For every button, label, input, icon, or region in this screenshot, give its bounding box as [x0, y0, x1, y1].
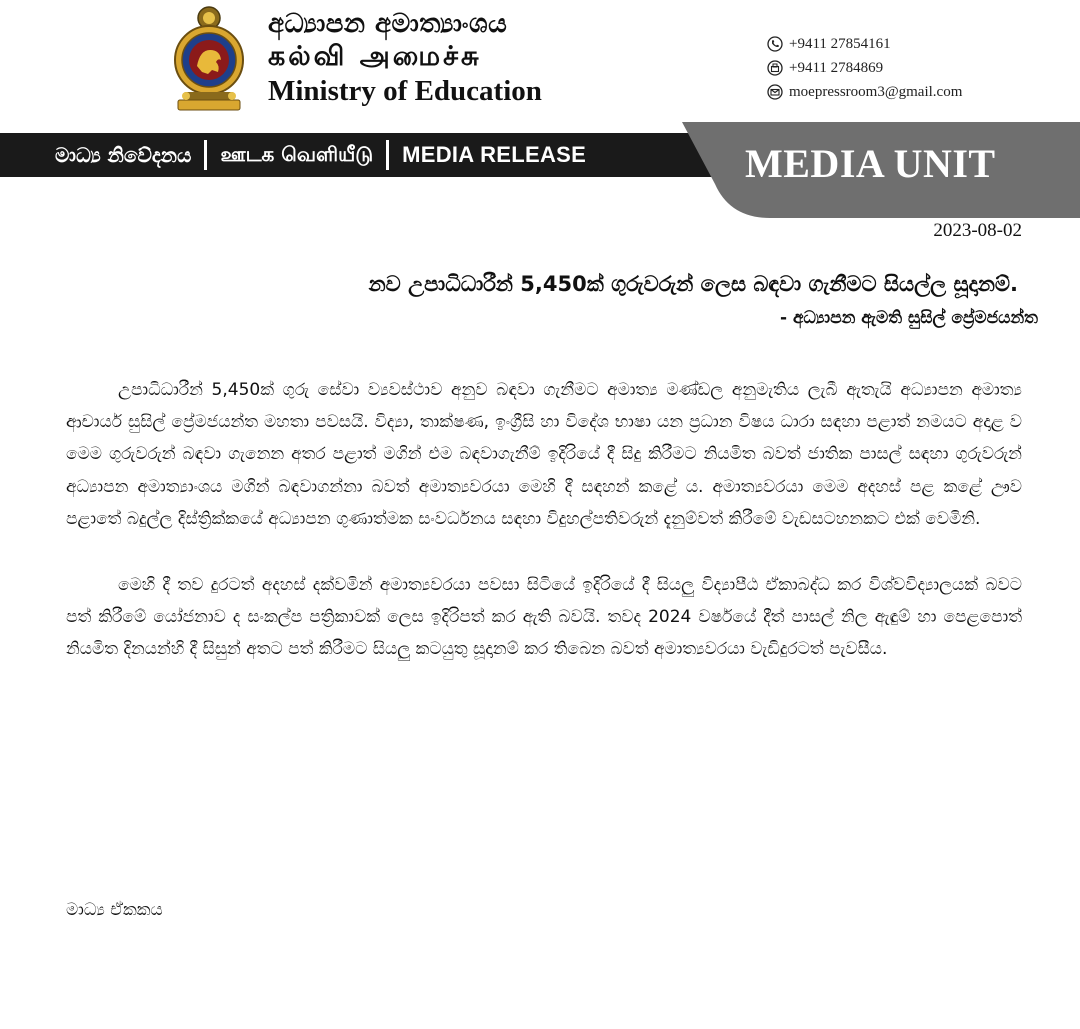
- banner-label-english: MEDIA RELEASE: [402, 142, 587, 167]
- release-date: 2023-08-02: [933, 220, 1022, 241]
- phone-icon: [766, 35, 784, 53]
- contact-email: [766, 80, 962, 104]
- banner-label-tamil: ஊடக வெளியீடு: [220, 141, 374, 166]
- contact-phone: [766, 32, 962, 56]
- ministry-name-tamil: கல்வி அமைச்சு: [268, 41, 482, 72]
- banner-label-sinhala: මාධ්‍ය නිවේදනය: [55, 143, 192, 167]
- contact-details: [766, 32, 962, 104]
- headline: නව උපාධිධාරීන් 5,450ක් ගුරුවරුන් ලෙස බඳවා ගැනීමට සියල්ල සූදානම්.: [368, 272, 1018, 296]
- ministry-name-sinhala: අධ්‍යාපන අමාත්‍යාංශය: [268, 9, 508, 39]
- release-body: [66, 374, 1022, 666]
- fax-number: +9411 2784869: [789, 59, 884, 76]
- banner-divider: [204, 140, 207, 170]
- body-paragraph: මෙහි දී තව දුරටත් අදහස් දක්වමින් අමාත්‍යවරයා පවසා සිටියේ ඉදිරියේ දී සියලු විද්‍යාපීඨ ඒකාබද්ධ කර විශ්වවිද්‍යාලයක් බවට පත් කිරීමේ යෝජනාව ද සංකල්ප පත්‍රිකාවක් ලෙස ඉදිරිපත් කර ඇති බවයි. තවද 2024 වර්ෂයේ දීත් පාසල් නිල ඇඳුම් හා පෙළපොත් නියමිත දිනයන්හි දී සිසුන් අතට පත් කිරීමට සියලු කටයුතු සූදානම් කර තිබෙන බවත් අමාත්‍යවරයා වැඩිදුරටත් පැවසීය.: [66, 575, 1022, 660]
- email-icon: [766, 83, 784, 101]
- phone-number: +9411 27854161: [789, 35, 891, 52]
- ministry-name-block: [268, 8, 578, 108]
- body-paragraph: උපාධිධාරීන් 5,450ක් ගුරු සේවා ව්‍යවස්ථාව අනුව බඳවා ගැනීමට අමාත්‍ය මණ්ඩල අනුමැතිය ලැබී ඇතැයි අධ්‍යාපන අමාත්‍ය ආචාර්ය සුසිල් ප්‍රේමජයන්ත මහතා පවසයි. විද්‍යා, තාක්ෂණ, ඉංග්‍රීසි හා විදේශ භාෂා යන ප්‍රධාන විෂය ධාරා සඳහා පළාත් නමයට අදාළ ව මෙම ගුරුවරුන් බඳවා ගැනෙන අතර පළාත් මගින් එම බඳවාගැනීම් ඉදිරියේ දී සිදු කිරීමට නියමිත බවත් ජාතික පාසල් සඳහා ගුරුවරුන් අධ්‍යාපන අමාත්‍යාංශය මගින් බඳවාගන්නා බවත් අමාත්‍යවරයා මෙහි දී සඳහන් කළේ ය. අමාත්‍යවරයා මෙම අදහස් පළ කළේ ඌව පළාතේ බදුල්ල දිස්ත්‍රික්කයේ අධ්‍යාපන ගුණාත්මක සංවර්ධනය සඳහා විදුහල්පතිවරුන් දැනුම්වත් කිරීමේ වැඩසටහනකට එක් වෙමිනි.: [66, 380, 1022, 529]
- sri-lanka-emblem-logo: [170, 4, 248, 112]
- email-address: moepressroom3@gmail.com: [789, 83, 963, 100]
- contact-fax: [766, 56, 962, 80]
- byline: - අධ්‍යාපන ඇමති සුසිල් ප්‍රේමජයන්ත: [779, 308, 1038, 328]
- signoff: මාධ්‍ය ඒකකය: [66, 900, 163, 920]
- fax-icon: [766, 59, 784, 77]
- ministry-name-english: Ministry of Education: [268, 75, 542, 107]
- media-unit-title: MEDIA UNIT: [745, 141, 996, 186]
- banner-divider: [386, 140, 389, 170]
- banner-labels: [55, 133, 586, 177]
